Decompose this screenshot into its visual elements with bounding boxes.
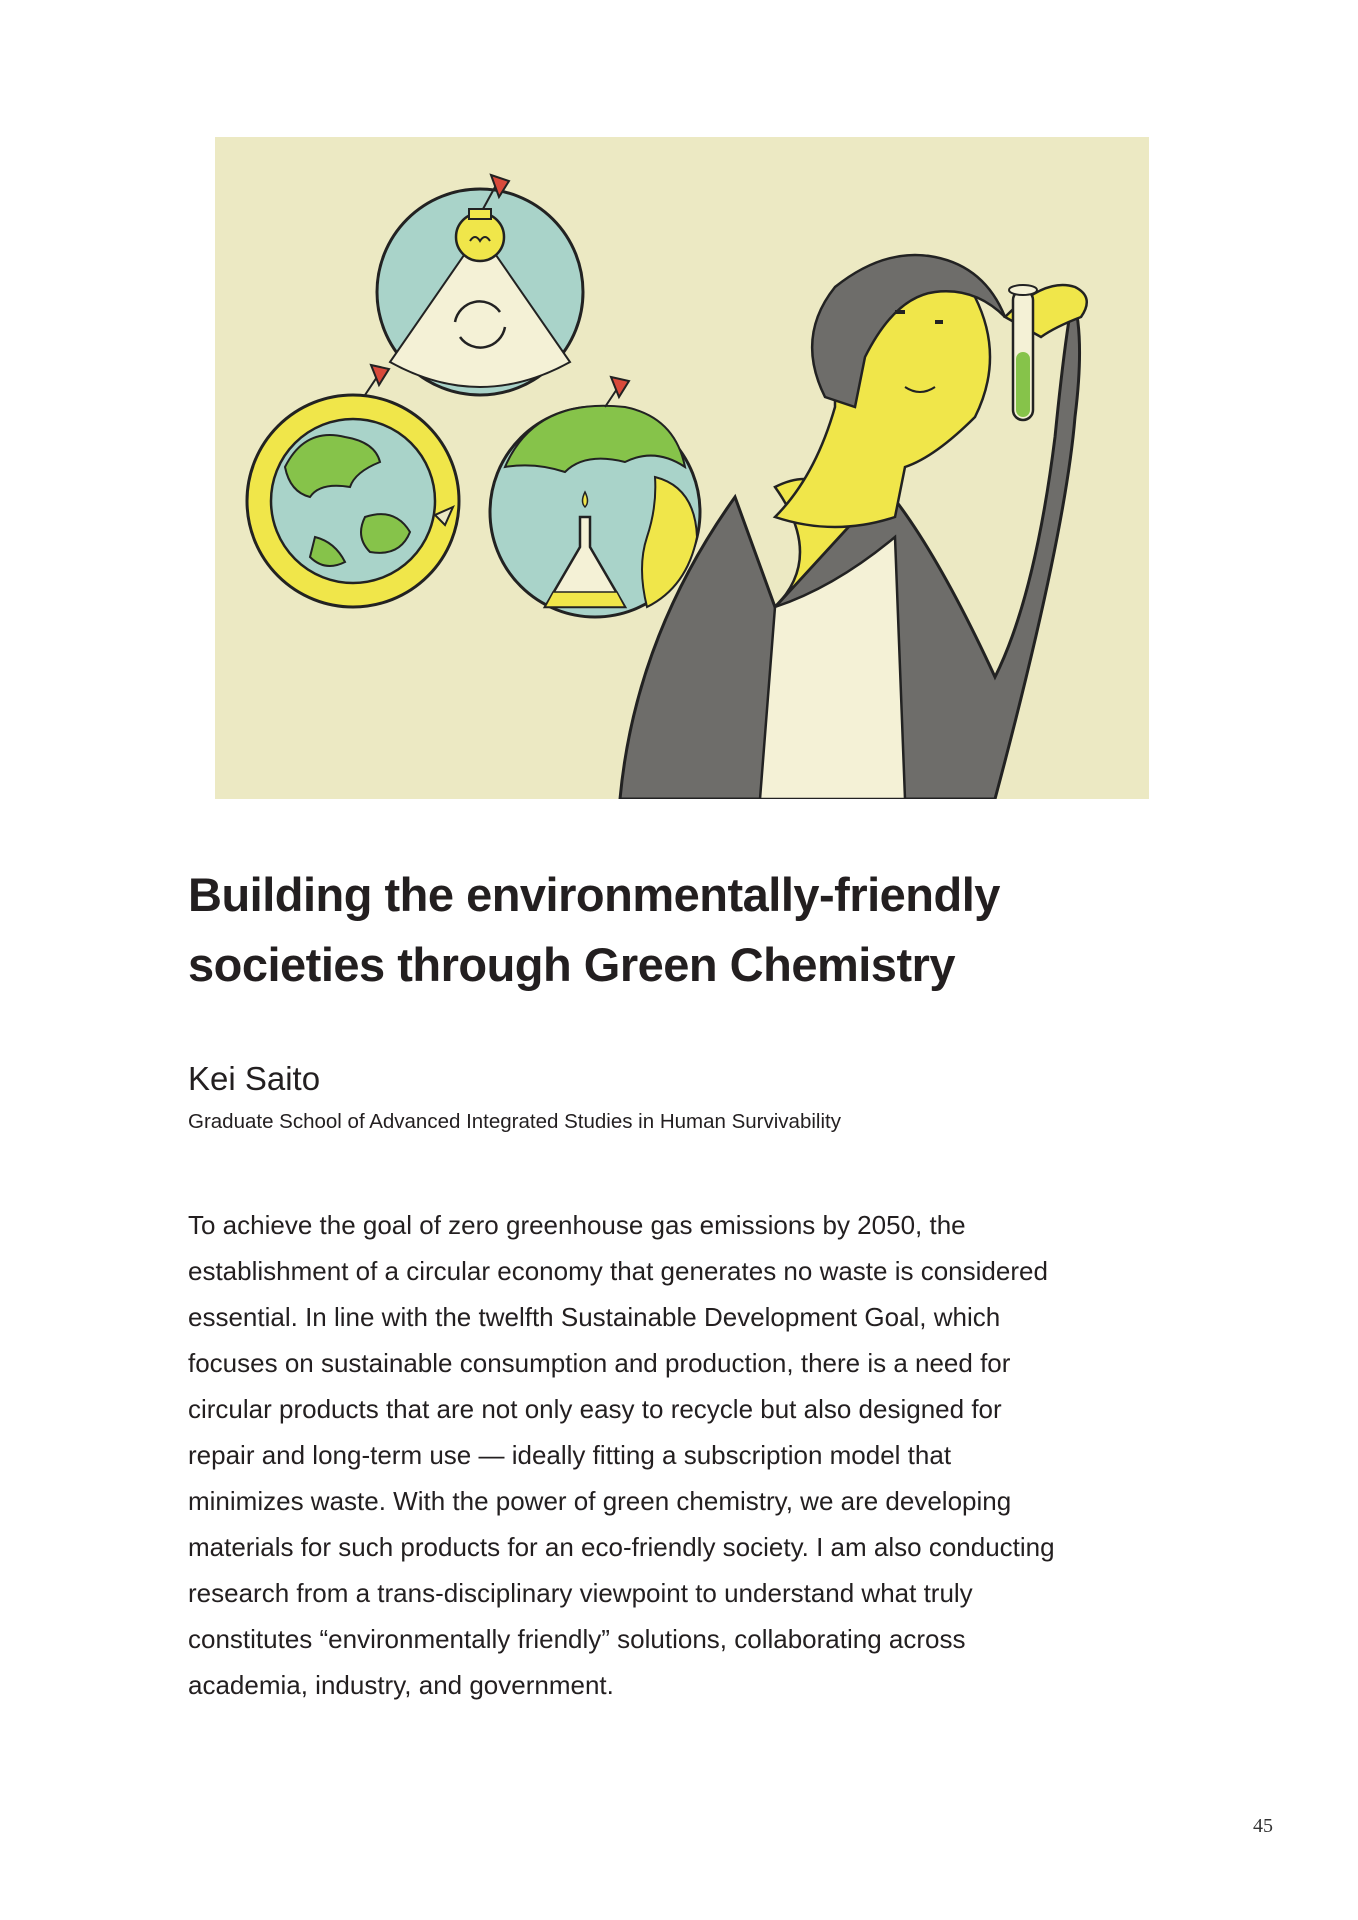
author-name: Kei Saito — [188, 1060, 321, 1097]
body-line: establishment of a circular economy that generates no waste is considered — [188, 1256, 1048, 1286]
article-body — [188, 1202, 1208, 1708]
body-line: focuses on sustainable consumption and production, there is a need for — [188, 1348, 1011, 1378]
author-affiliation: Graduate School of Advanced Integrated Studies in Human Survivability — [188, 1110, 841, 1133]
body-line: essential. In line with the twelfth Sustainable Development Goal, which — [188, 1302, 1001, 1332]
body-line: minimizes waste. With the power of green chemistry, we are developing — [188, 1486, 1012, 1516]
page-number: 45 — [1253, 1815, 1273, 1837]
body-line: circular products that are not only easy to recycle but also designed for — [188, 1394, 1002, 1424]
test-tube — [1009, 285, 1037, 420]
body-line: constitutes “environmentally friendly” solutions, collaborating across — [188, 1624, 966, 1654]
article-title — [188, 860, 1188, 1000]
article-title-line: societies through Green Chemistry — [188, 938, 956, 991]
body-line: To achieve the goal of zero greenhouse gas emissions by 2050, the — [188, 1210, 966, 1240]
body-line: materials for such products for an eco-friendly society. I am also conducting — [188, 1532, 1055, 1562]
body-line: research from a trans-disciplinary viewpoint to understand what truly — [188, 1578, 973, 1608]
green-chemistry-illustration — [215, 137, 1149, 799]
article-title-line: Building the environmentally-friendly — [188, 868, 1000, 921]
body-line: academia, industry, and government. — [188, 1670, 614, 1700]
body-line: repair and long-term use — ideally fitting a subscription model that — [188, 1440, 952, 1470]
